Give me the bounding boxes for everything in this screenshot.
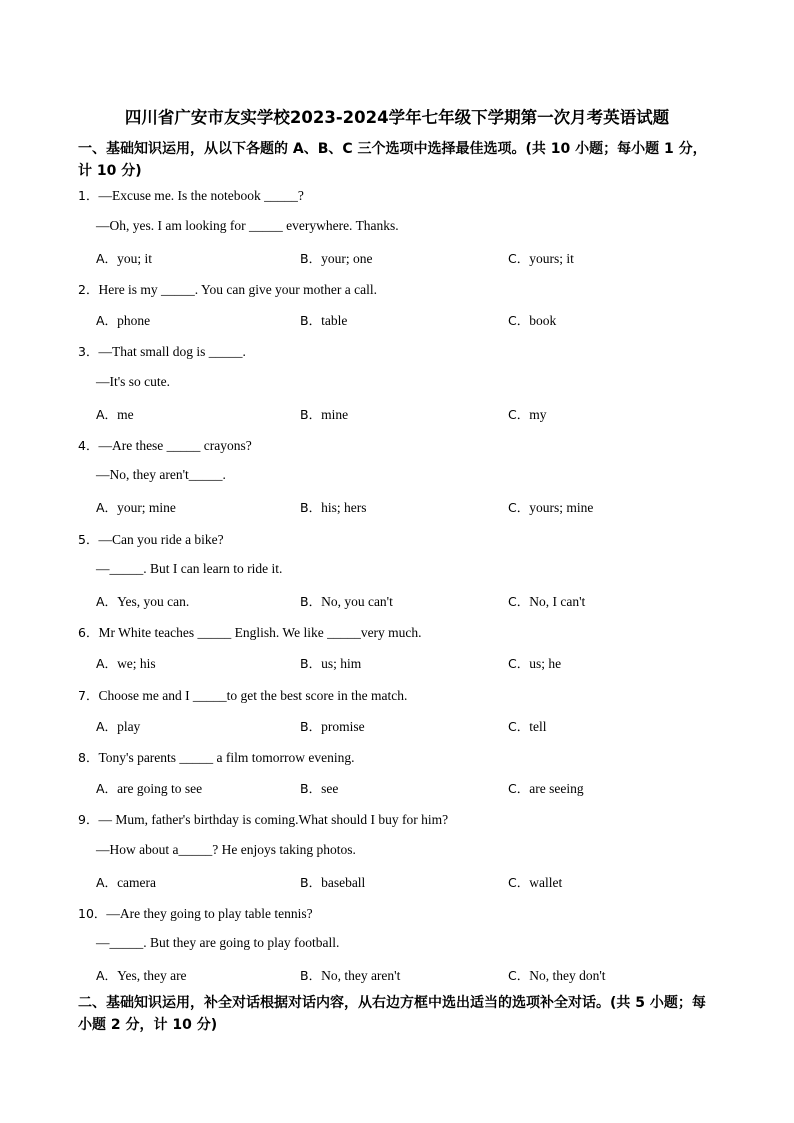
option-c[interactable]: C．yours; mine [508, 500, 594, 515]
question-6: 6．Mr White teaches _____ English. We like _____very much. [78, 625, 422, 640]
option-b[interactable]: B．table [300, 313, 348, 328]
question-9-line-2: —How about a_____? He enjoys taking photos. [96, 842, 356, 857]
option-b[interactable]: B．No, you can't [300, 594, 393, 609]
question-text: —Excuse me. Is the notebook _____? [98, 188, 304, 203]
question-4: 4．—Are these _____ crayons? [78, 438, 252, 453]
option-c[interactable]: C．No, I can't [508, 594, 586, 609]
option-c[interactable]: C．book [508, 313, 557, 328]
question-3-line-2: —It's so cute. [96, 374, 171, 389]
option-c[interactable]: C．my [508, 407, 547, 422]
section-heading-1: 一、基础知识运用，从以下各题的 A、B、C 三个选项中选择最佳选项。(共 10 小题；每小题 1 分，计 10 分) [78, 141, 707, 179]
question-4-line-2: —No, they aren't_____. [96, 467, 226, 482]
option-b[interactable]: B．baseball [300, 875, 366, 890]
question-2: 2．Here is my _____. You can give your mother a call. [78, 282, 378, 297]
question-1 [78, 186, 304, 204]
option-a[interactable]: A．we; his [96, 656, 156, 671]
question-9: 9．— Mum, father's birthday is coming.What should I buy for him? [78, 812, 449, 827]
option-a[interactable]: A．Yes, they are [96, 968, 187, 983]
option-a[interactable]: A．your; mine [96, 500, 176, 515]
option-c[interactable]: C．tell [508, 719, 547, 734]
section-heading-2: 二、基础知识运用，补全对话根据对话内容，从右边方框中选出适当的选项补全对话。(共 5 小题；每小题 2 分，计 10 分) [78, 995, 706, 1033]
question-8: 8．Tony's parents _____ a film tomorrow evening. [78, 750, 355, 765]
question-10-line-2: —_____. But they are going to play football. [96, 935, 340, 950]
option-c[interactable]: C．wallet [508, 875, 563, 890]
option-a[interactable]: A．phone [96, 313, 151, 328]
question-5: 5．—Can you ride a bike? [78, 532, 224, 547]
option-a[interactable]: A．are going to see [96, 781, 203, 796]
page-title: 四川省广安市友实学校2023-2024学年七年级下学期第一次月考英语试题 [124, 108, 670, 127]
option-a[interactable]: A．you; it [96, 251, 152, 266]
question-number: 1． [78, 188, 99, 203]
option-a[interactable]: A．me [96, 407, 134, 422]
option-b[interactable]: B．mine [300, 407, 349, 422]
question-5-line-2: —_____. But I can learn to ride it. [96, 561, 283, 576]
option-a[interactable]: A．play [96, 719, 141, 734]
option-b[interactable]: B．promise [300, 719, 365, 734]
option-a[interactable]: A．Yes, you can. [96, 594, 190, 609]
option-c[interactable]: C．us; he [508, 656, 562, 671]
option-b[interactable]: B．No, they aren't [300, 968, 401, 983]
option-a[interactable]: A．camera [96, 875, 157, 890]
option-b[interactable]: B．us; him [300, 656, 362, 671]
option-b[interactable]: B．see [300, 781, 339, 796]
question-10: 10．—Are they going to play table tennis? [78, 906, 313, 921]
option-c[interactable]: C．No, they don't [508, 968, 606, 983]
question-1-line-2: —Oh, yes. I am looking for _____ everywhere. Thanks. [96, 218, 399, 233]
option-c[interactable]: C．yours; it [508, 251, 574, 266]
option-b[interactable]: B．his; hers [300, 500, 367, 515]
question-7: 7．Choose me and I _____to get the best score in the match. [78, 688, 408, 703]
question-3: 3．—That small dog is _____. [78, 344, 246, 359]
option-b[interactable]: B．your; one [300, 251, 373, 266]
option-c[interactable]: C．are seeing [508, 781, 584, 796]
